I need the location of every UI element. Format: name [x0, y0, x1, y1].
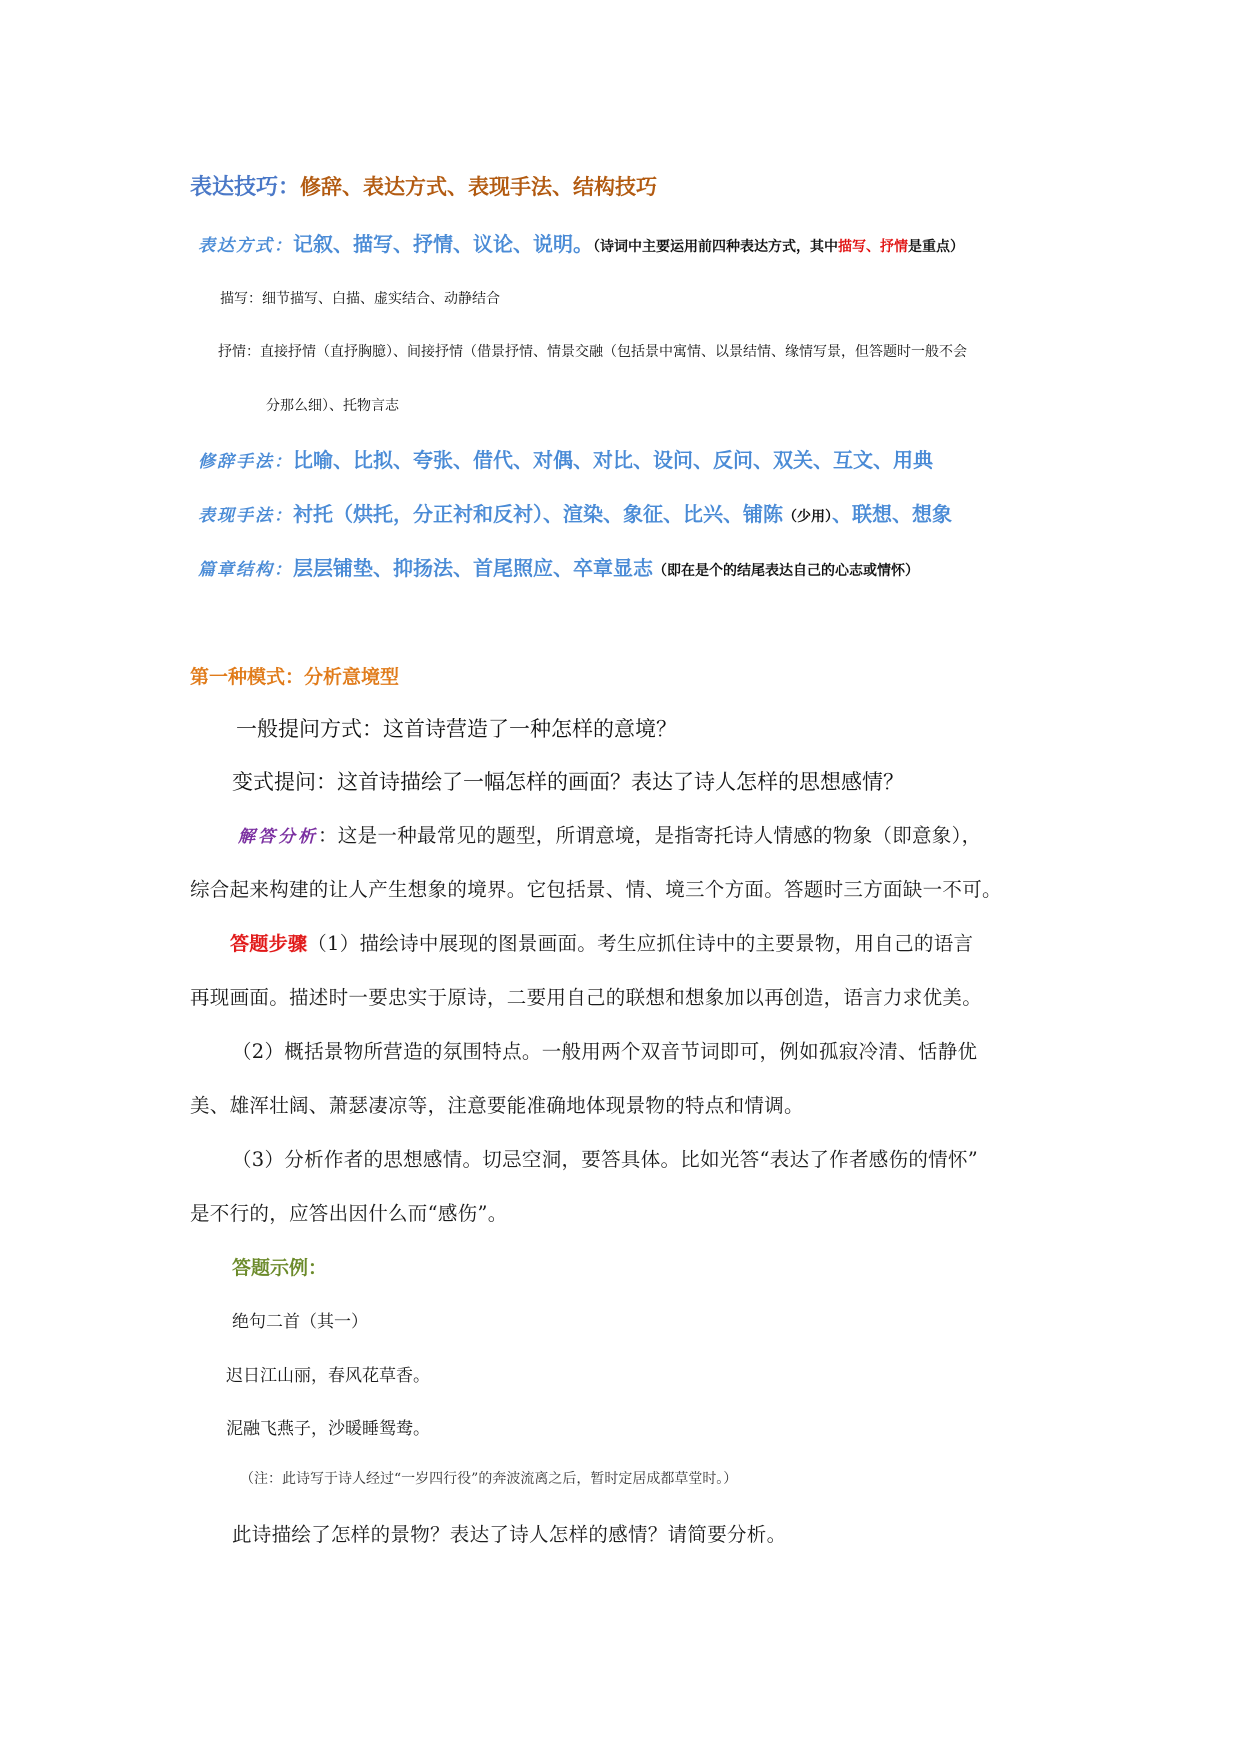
question-general: 一般提问方式：这首诗营造了一种怎样的意境？: [236, 717, 677, 741]
structure-row: [198, 552, 919, 581]
poem-note: （注：此诗写于诗人经过“一岁四行役”的奔波流离之后，暂时定居成都草堂时。）: [240, 1471, 738, 1487]
step1-line-2: 再现画面。描述时一要忠实于原诗，二要用自己的联想和想象加以再创造，语言力求优美。: [190, 986, 983, 1009]
expression-modes-label: 表达方式：: [198, 236, 293, 256]
rhetoric-text: 比喻、比拟、夸张、借代、对偶、对比、设问、反问、双关、互文、用典: [293, 448, 933, 472]
expression-modes-row: [198, 228, 964, 257]
heading-techniques: [190, 170, 657, 201]
techniques-small: （少用）: [783, 509, 832, 525]
step1-text-1: （1）描绘诗中展现的图景画面。考生应抓住诗中的主要景物，用自己的语言: [307, 932, 974, 955]
structure-label: 篇章结构：: [198, 560, 293, 580]
question-variant: 变式提问：这首诗描绘了一幅怎样的画面？表达了诗人怎样的思想感情？: [232, 770, 904, 794]
expression-modes-note: （诗词中主要运用前四种表达方式，其中描写、抒情是重点）: [593, 239, 964, 255]
rhetoric-label: 修辞手法：: [198, 452, 293, 472]
step2-line-1: （2）概括景物所营造的氛围特点。一般用两个双音节词即可，例如孤寂冷清、恬静优: [232, 1040, 978, 1063]
expression-modes-note-highlight: 描写、抒情: [838, 239, 908, 255]
poem-title: 绝句二首（其一）: [232, 1312, 368, 1332]
heading-techniques-text: 修辞、表达方式、表现手法、结构技巧: [300, 174, 658, 199]
analysis-text-1: ：这是一种最常见的题型，所谓意境，是指寄托诗人情感的物象（即意象），: [318, 824, 982, 847]
step1-line-1: [230, 928, 973, 956]
techniques-text-b: 、联想、想象: [832, 502, 952, 526]
analysis-line-1: [238, 820, 981, 848]
techniques-label: 表现手法：: [198, 506, 293, 526]
structure-text: 层层铺垫、抑扬法、首尾照应、卒章显志: [293, 556, 653, 580]
example-label: 答题示例：: [232, 1257, 328, 1279]
techniques-row: [198, 498, 952, 527]
poem-line-1: 迟日江山丽，春风花草香。: [226, 1366, 430, 1386]
expression-modes-text: 记叙、描写、抒情、议论、说明。: [293, 232, 593, 256]
heading-techniques-label: 表达技巧：: [190, 174, 301, 200]
step2-line-2: 美、雄浑壮阔、萧瑟凄凉等，注意要能准确地体现景物的特点和情调。: [190, 1094, 804, 1117]
step3-line-2: 是不行的，应答出因什么而“感伤”。: [190, 1202, 508, 1225]
steps-label: 答题步骤: [230, 933, 308, 955]
description-line: 描写：细节描写、白描、虚实结合、动静结合: [220, 291, 500, 307]
mode-one-title: 第一种模式：分析意境型: [190, 666, 400, 688]
analysis-line-2: 综合起来构建的让人产生想象的境界。它包括景、情、境三个方面。答题时三方面缺一不可。: [190, 878, 1002, 901]
lyric-line-2: 分那么细）、托物言志: [266, 398, 399, 414]
rhetoric-row: [198, 444, 933, 473]
step3-line-1: （3）分析作者的思想感情。切忌空洞，要答具体。比如光答“表达了作者感伤的情怀”: [232, 1148, 979, 1171]
lyric-line-1: 抒情：直接抒情（直抒胸臆）、间接抒情（借景抒情、情景交融（包括景中寓情、以景结情、缘情写景，但答题时一般不会: [218, 344, 967, 360]
techniques-text-a: 衬托（烘托，分正衬和反衬）、渲染、象征、比兴、铺陈: [293, 502, 783, 526]
example-question: 此诗描绘了怎样的景物？表达了诗人怎样的感情？请简要分析。: [232, 1523, 787, 1546]
structure-small: （即在是个的结尾表达自己的心志或情怀）: [653, 563, 919, 579]
analysis-label: 解答分析: [238, 827, 318, 847]
poem-line-2: 泥融飞燕子，沙暖睡鸳鸯。: [226, 1419, 430, 1439]
